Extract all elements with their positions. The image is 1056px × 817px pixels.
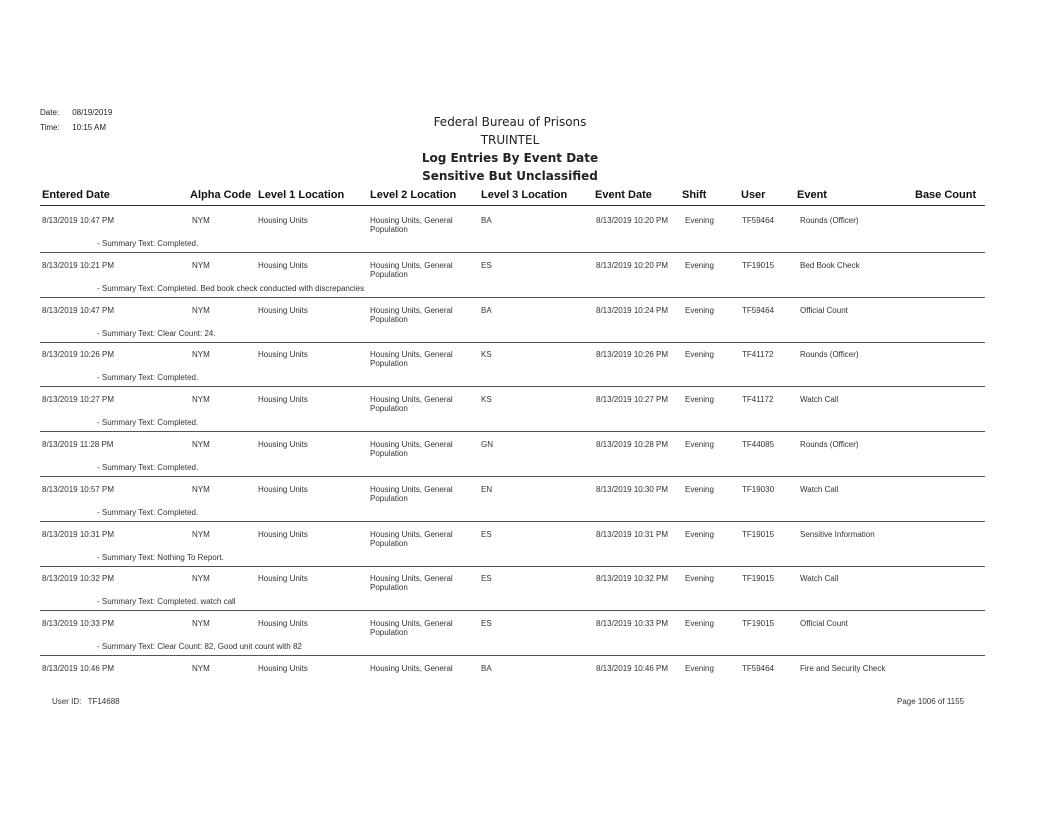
event-name: Watch Call (800, 484, 839, 494)
user-id-label: User ID: (52, 697, 82, 706)
event-name: Fire and Security Check (800, 664, 886, 673)
event-name: Official Count (800, 619, 848, 629)
summary-text: - Summary Text: Completed. (97, 373, 199, 383)
level1-location: Housing Units (258, 350, 308, 360)
summary-text: - Summary Text: Completed. (97, 239, 199, 248)
user-id-value: TF14688 (87, 697, 120, 706)
title-report-name: Log Entries By Event Date (421, 151, 599, 165)
level3-location: BA (481, 305, 492, 315)
alpha-code: NYM (192, 260, 210, 270)
entered-date: 8/13/2019 10:46 PM (42, 664, 115, 673)
level2-location: Housing Units, General Population (370, 216, 453, 234)
event-date: 8/13/2019 10:31 PM (596, 529, 669, 539)
event-date: 8/13/2019 10:27 PM (596, 395, 669, 405)
shift: Evening (685, 529, 714, 539)
event-name: Rounds (Officer) (800, 216, 859, 225)
summary-text: - Summary Text: Nothing To Report. (97, 552, 224, 562)
summary-text: - Summary Text: Completed. (97, 463, 199, 472)
col-level2-location: Level 2 Location (370, 189, 457, 201)
level1-location: Housing Units (258, 574, 308, 584)
level3-location: KS (481, 350, 492, 360)
col-alpha-code: Alpha Code (190, 189, 252, 201)
summary-text: - Summary Text: Completed. Bed book check conducted with discrepancies (97, 283, 365, 293)
shift: Evening (685, 574, 714, 584)
table-row (40, 206, 985, 253)
level1-location: Housing Units (258, 619, 308, 629)
footer-user-id (52, 697, 120, 706)
report-title (360, 113, 660, 185)
event-date: 8/13/2019 10:32 PM (596, 574, 669, 584)
event-name: Watch Call (800, 395, 839, 405)
level2-location: Housing Units, General Population (370, 529, 453, 548)
level2-location: Housing Units, General Population (370, 574, 453, 593)
alpha-code: NYM (192, 216, 210, 225)
col-entered-date: Entered Date (42, 189, 110, 201)
event-name: Rounds (Officer) (800, 440, 859, 449)
event-date: 8/13/2019 10:30 PM (596, 484, 669, 494)
level1-location: Housing Units (258, 440, 308, 449)
entered-date: 8/13/2019 10:47 PM (42, 216, 115, 225)
shift: Evening (685, 350, 714, 360)
entered-date: 8/13/2019 10:27 PM (42, 395, 115, 405)
table-header (40, 186, 985, 206)
event-name: Official Count (800, 305, 848, 315)
event-name: Bed Book Check (800, 260, 860, 270)
event-date: 8/13/2019 10:26 PM (596, 350, 669, 360)
level2-location: Housing Units, General Population (370, 440, 453, 458)
col-event: Event (797, 189, 827, 201)
shift: Evening (685, 440, 714, 449)
table-row (40, 340, 985, 387)
alpha-code: NYM (192, 619, 210, 629)
user-code: TF41172 (742, 350, 774, 360)
entered-date: 8/13/2019 10:47 PM (42, 305, 115, 315)
user-code: TF19030 (742, 484, 775, 494)
table-row (40, 564, 985, 611)
level3-location: ES (481, 574, 492, 584)
time-value: 10:15 AM (72, 123, 107, 132)
user-code: TF59464 (742, 664, 775, 673)
summary-text: - Summary Text: Clear Count: 24. (97, 328, 216, 338)
level1-location: Housing Units (258, 529, 308, 539)
table-row (40, 520, 985, 567)
user-code: TF41172 (742, 395, 774, 405)
report-date (40, 108, 112, 117)
table-row (40, 385, 985, 432)
level3-location: ES (481, 619, 492, 629)
level1-location: Housing Units (258, 664, 308, 673)
event-name: Sensitive Information (800, 529, 875, 539)
level2-location: Housing Units, General Population (370, 350, 453, 369)
table-row (40, 654, 985, 700)
level2-location: Housing Units, General Population (370, 260, 453, 279)
title-system: TRUINTEL (480, 133, 540, 147)
entered-date: 8/13/2019 10:31 PM (42, 529, 115, 539)
user-code: TF59464 (742, 305, 775, 315)
col-user: User (741, 189, 766, 201)
user-code: TF19015 (742, 529, 775, 539)
entered-date: 8/13/2019 10:26 PM (42, 350, 115, 360)
user-code: TF19015 (742, 260, 775, 270)
entered-date: 8/13/2019 10:57 PM (42, 484, 115, 494)
col-event-date: Event Date (595, 189, 652, 201)
shift: Evening (685, 484, 714, 494)
shift: Evening (685, 395, 714, 405)
entered-date: 8/13/2019 10:21 PM (42, 260, 115, 270)
level3-location: EN (481, 484, 493, 494)
level3-location: KS (481, 395, 492, 405)
level1-location: Housing Units (258, 260, 308, 270)
entered-date: 8/13/2019 10:32 PM (42, 574, 115, 584)
alpha-code: NYM (192, 350, 210, 360)
level2-location: Housing Units, General (370, 664, 453, 673)
level3-location: GN (481, 440, 493, 449)
entered-date: 8/13/2019 10:33 PM (42, 619, 115, 629)
summary-text: - Summary Text: Completed. watch call (97, 597, 236, 607)
event-date: 8/13/2019 10:46 PM (596, 664, 669, 673)
level2-location: Housing Units, General Population (370, 619, 453, 638)
user-code: TF44085 (742, 440, 775, 449)
event-date: 8/13/2019 10:20 PM (596, 216, 669, 225)
col-level1-location: Level 1 Location (258, 189, 345, 201)
level1-location: Housing Units (258, 305, 308, 315)
user-code: TF19015 (742, 574, 775, 584)
summary-text: - Summary Text: Completed. (97, 507, 199, 517)
summary-text: - Summary Text: Clear Count: 82, Good unit count with 82 (97, 642, 302, 652)
date-label: Date: (40, 108, 60, 117)
user-code: TF59464 (742, 216, 775, 225)
alpha-code: NYM (192, 529, 210, 539)
level3-location: ES (481, 529, 492, 539)
shift: Evening (685, 216, 714, 225)
alpha-code: NYM (192, 574, 210, 584)
summary-text: - Summary Text: Completed. (97, 418, 199, 428)
event-date: 8/13/2019 10:28 PM (596, 440, 669, 449)
level2-location: Housing Units, General Population (370, 305, 453, 324)
table-row (40, 251, 985, 298)
event-name: Rounds (Officer) (800, 350, 859, 360)
col-level3-location: Level 3 Location (481, 189, 568, 201)
shift: Evening (685, 664, 714, 673)
user-code: TF19015 (742, 619, 775, 629)
alpha-code: NYM (192, 305, 210, 315)
entered-date: 8/13/2019 11:28 PM (42, 440, 114, 449)
level1-location: Housing Units (258, 395, 308, 405)
event-date: 8/13/2019 10:24 PM (596, 305, 669, 315)
event-date: 8/13/2019 10:20 PM (596, 260, 669, 270)
date-value: 08/19/2019 (72, 108, 113, 117)
title-classification: Sensitive But Unclassified (422, 169, 598, 183)
level2-location: Housing Units, General Population (370, 395, 453, 414)
level2-location: Housing Units, General Population (370, 484, 453, 503)
level1-location: Housing Units (258, 484, 308, 494)
level3-location: BA (481, 216, 492, 225)
alpha-code: NYM (192, 440, 210, 449)
shift: Evening (685, 305, 714, 315)
alpha-code: NYM (192, 395, 210, 405)
table-row (40, 430, 985, 477)
event-name: Watch Call (800, 574, 839, 584)
report-time (40, 123, 106, 132)
level1-location: Housing Units (258, 216, 308, 225)
time-label: Time: (40, 123, 60, 132)
level3-location: BA (481, 664, 492, 673)
table-row (40, 609, 985, 656)
alpha-code: NYM (192, 484, 210, 494)
event-date: 8/13/2019 10:33 PM (596, 619, 669, 629)
alpha-code: NYM (192, 664, 210, 673)
shift: Evening (685, 260, 714, 270)
col-shift: Shift (682, 189, 707, 201)
shift: Evening (685, 619, 714, 629)
page-number: Page 1006 of 1155 (897, 697, 965, 706)
level3-location: ES (481, 260, 492, 270)
table-row (40, 296, 985, 343)
title-agency: Federal Bureau of Prisons (433, 115, 587, 129)
col-base-count: Base Count (915, 189, 977, 201)
table-row (40, 475, 985, 522)
